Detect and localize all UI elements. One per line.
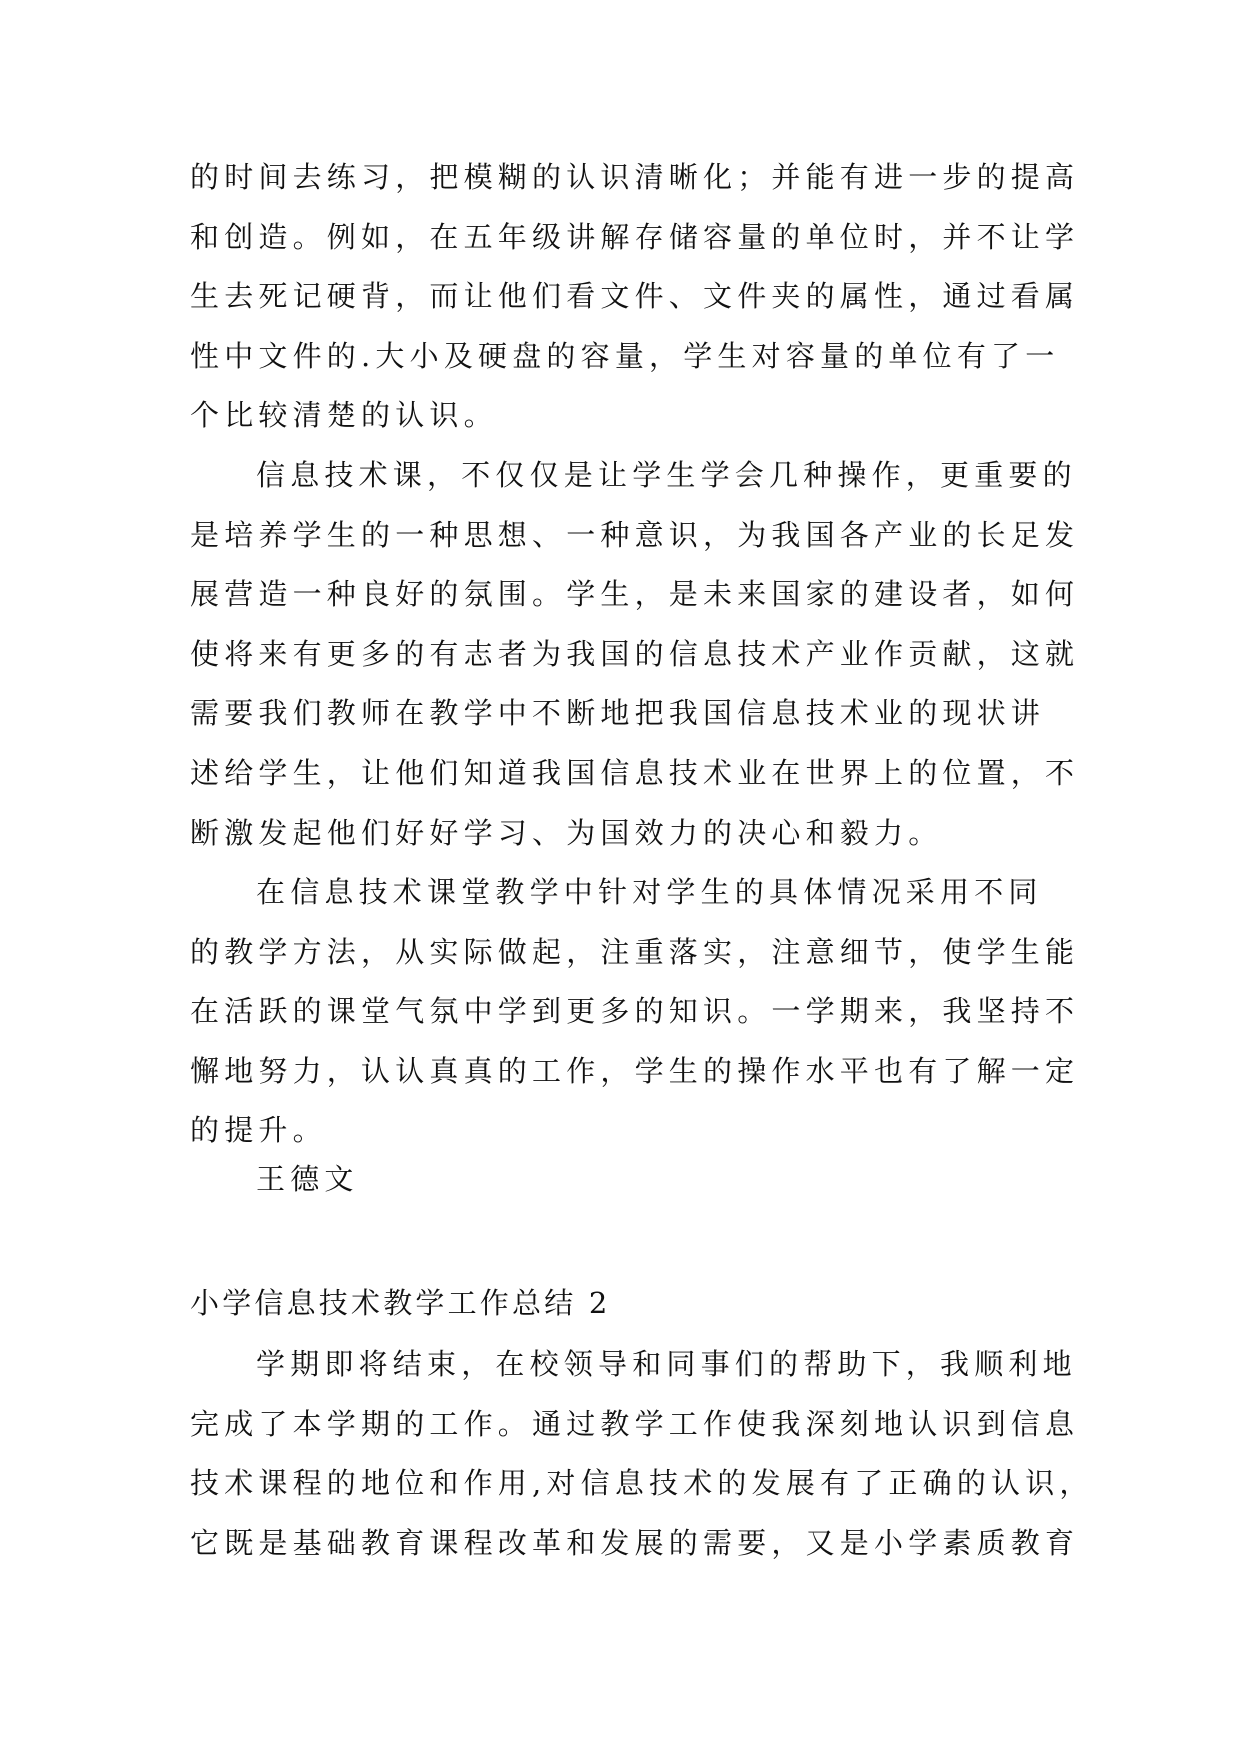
paragraph-line: 需要我们教师在教学中不断地把我国信息技术业的现状讲 (190, 696, 1046, 731)
paragraph-line: 在信息技术课堂教学中针对学生的具体情况采用不同 (256, 875, 1043, 909)
paragraph-line: 断激发起他们好好学习、为国效力的决心和毅力。 (190, 815, 943, 850)
paragraph-line: 的教学方法，从实际做起，注重落实，注意细节，使学生能 (190, 934, 1080, 969)
paragraph-line: 学期即将结束，在校领导和同事们的帮助下，我顺利地 (256, 1347, 1077, 1381)
paragraph-line: 完成了本学期的工作。通过教学工作使我深刻地认识到信息 (190, 1406, 1080, 1441)
paragraph-line: 使将来有更多的有志者为我国的信息技术产业作贡献，这就 (190, 636, 1080, 671)
paragraph-line: 在活跃的课堂气氛中学到更多的知识。一学期来，我坚持不 (190, 994, 1080, 1029)
paragraph-line: 个比较清楚的认识。 (190, 398, 498, 433)
paragraph-3 (190, 863, 1080, 1161)
paragraph-4 (190, 1335, 1094, 1573)
paragraph-line: 它既是基础教育课程改革和发展的需要，又是小学素质教育 (190, 1525, 1080, 1560)
paragraph-line: 懈地努力，认认真真的工作，学生的操作水平也有了解一定 (190, 1053, 1080, 1088)
paragraph-line: 的时间去练习，把模糊的认识清晰化；并能有进一步的提高 (190, 160, 1080, 194)
paragraph-line: 技术课程的地位和作用,对信息技术的发展有了正确的认识， (190, 1466, 1094, 1501)
paragraph-2 (190, 446, 1080, 863)
author-signature: 王德文 (256, 1162, 359, 1196)
paragraph-1 (190, 148, 1080, 446)
paragraph-line: 性中文件的.大小及硬盘的容量，学生对容量的单位有了一 (190, 338, 1060, 373)
paragraph-line: 述给学生，让他们知道我国信息技术业在世界上的位置，不 (190, 755, 1080, 790)
paragraph-line: 的提升。 (190, 1113, 327, 1148)
paragraph-line: 生去死记硬背，而让他们看文件、文件夹的属性，通过看属 (190, 279, 1080, 314)
section-title: 小学信息技术教学工作总结 2 (190, 1286, 611, 1320)
paragraph-line: 和创造。例如，在五年级讲解存储容量的单位时，并不让学 (190, 219, 1080, 254)
paragraph-line: 展营造一种良好的氛围。学生，是未来国家的建设者，如何 (190, 577, 1080, 612)
paragraph-line: 信息技术课，不仅仅是让学生学会几种操作，更重要的 (256, 458, 1077, 492)
paragraph-line: 是培养学生的一种思想、一种意识，为我国各产业的长足发 (190, 517, 1080, 552)
